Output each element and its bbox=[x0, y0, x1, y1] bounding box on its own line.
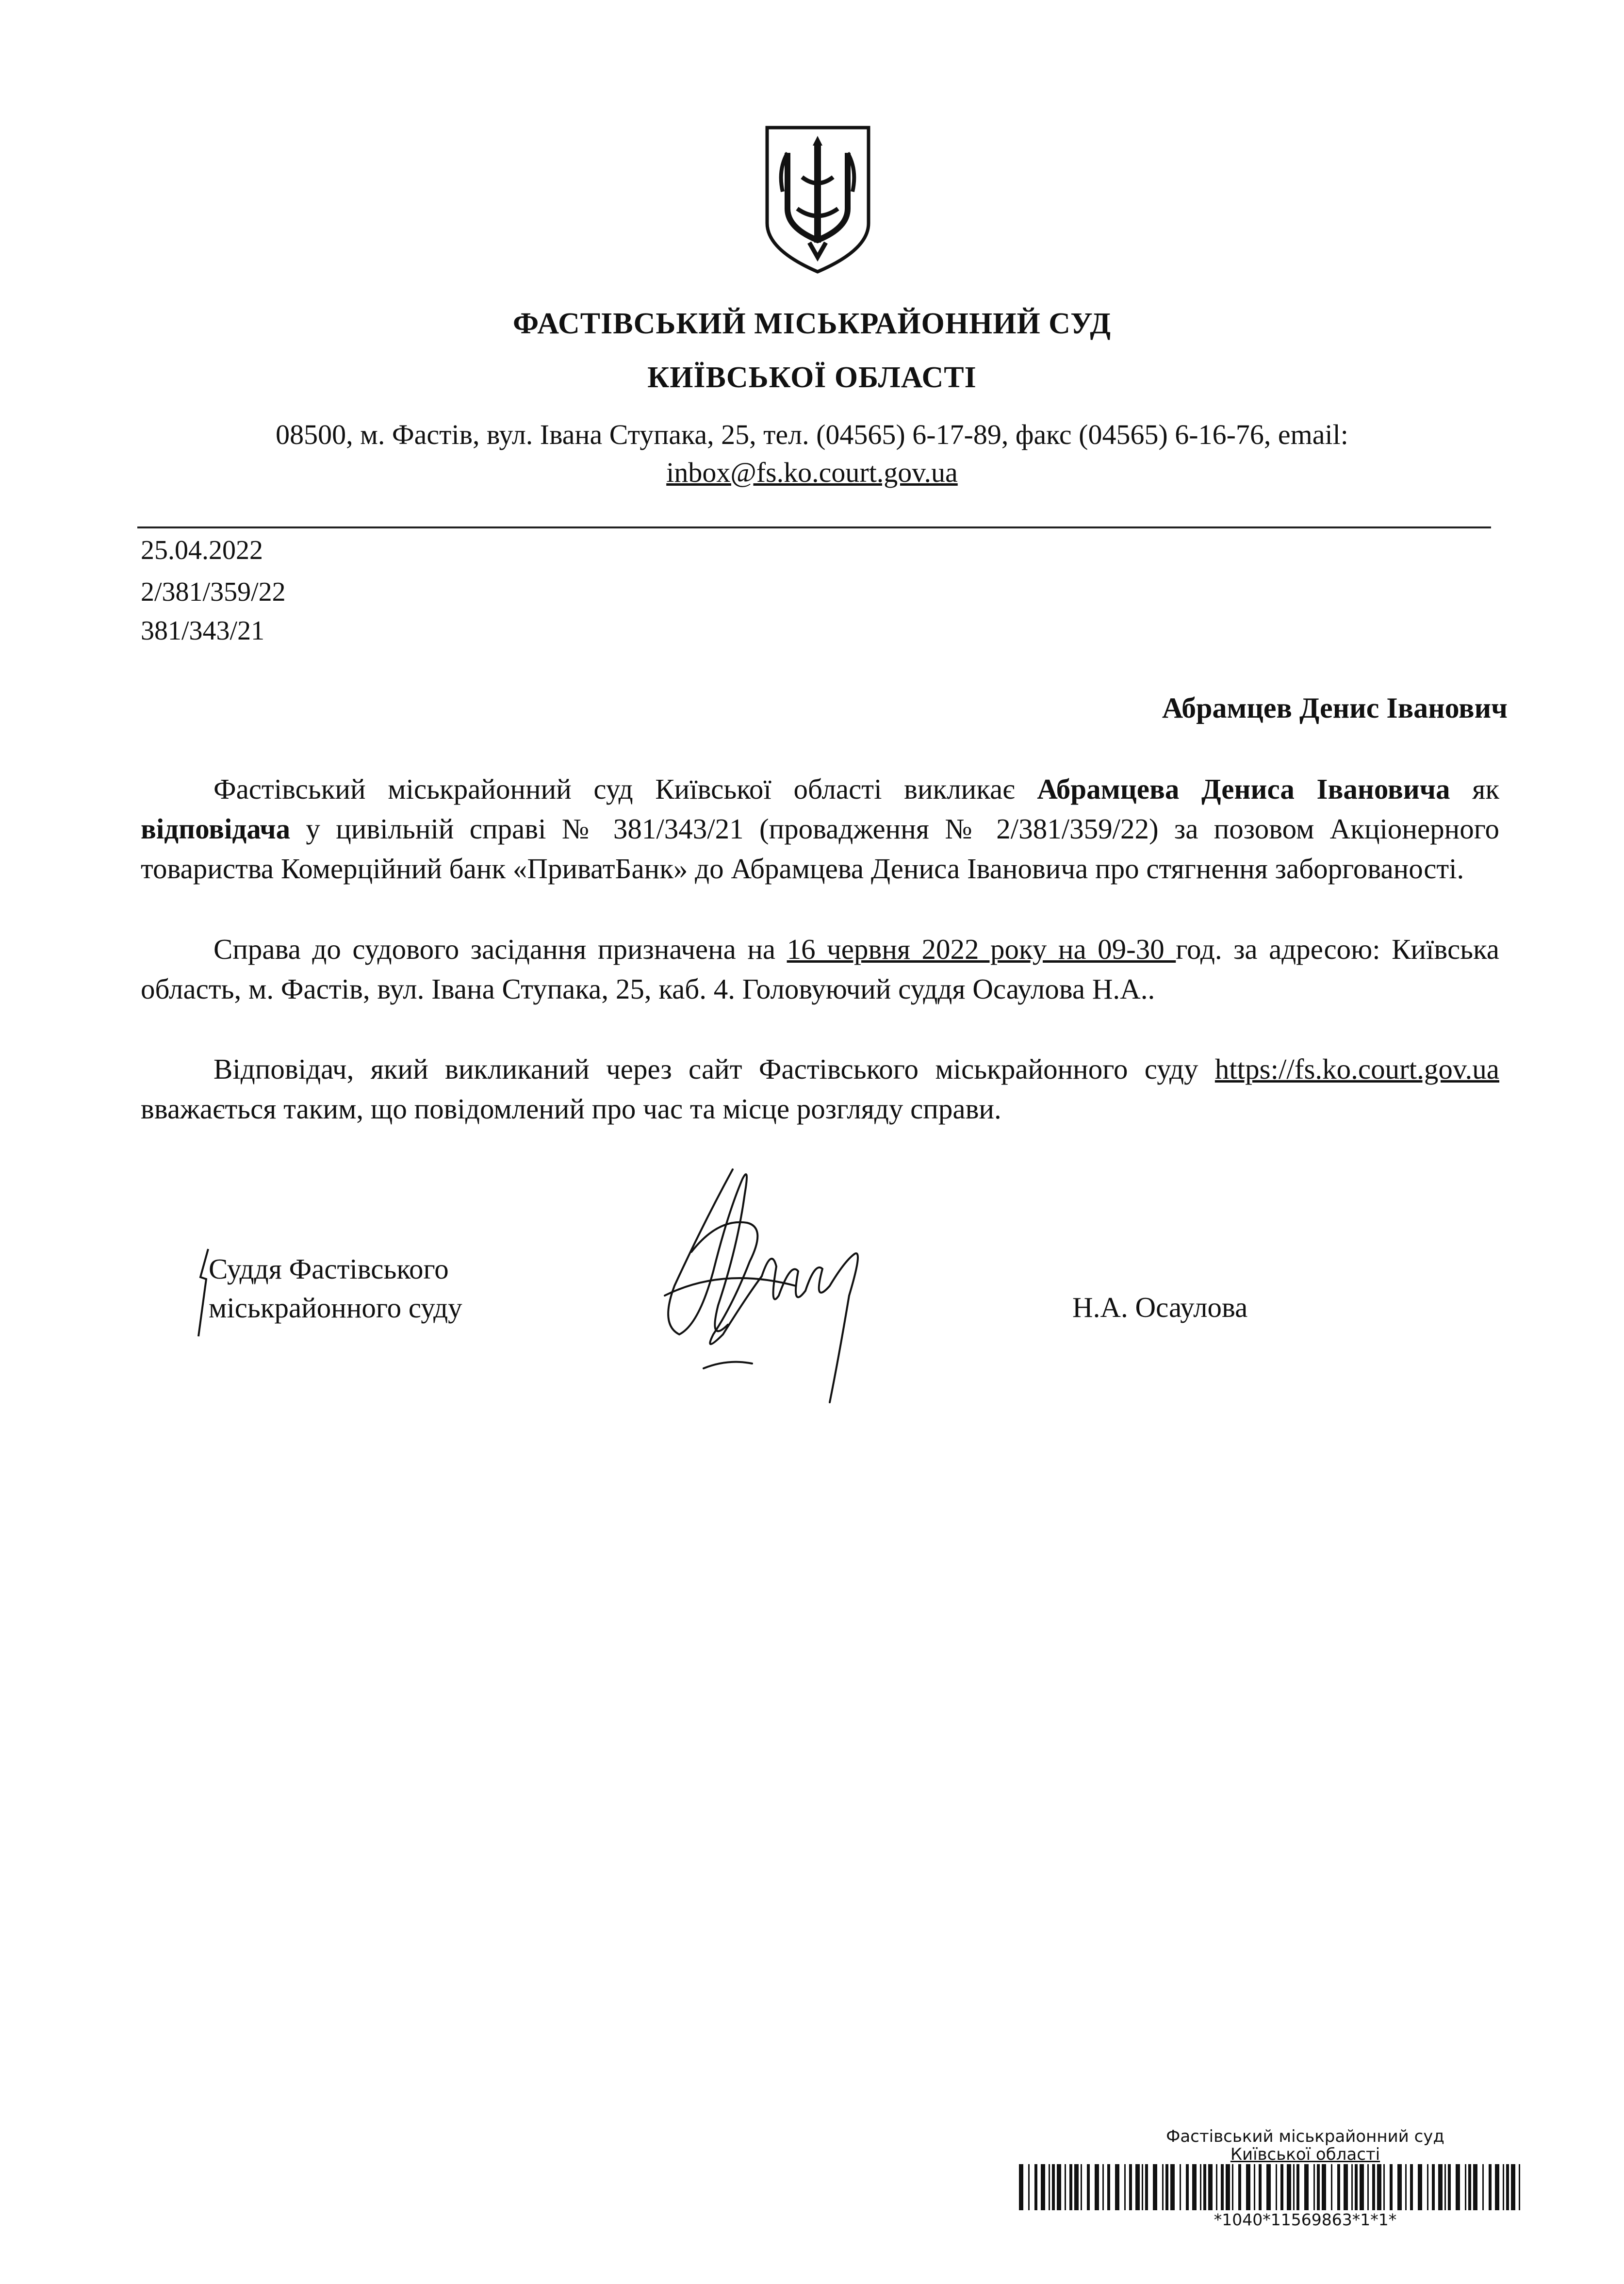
case-number: 381/343/21 bbox=[141, 616, 265, 646]
defendant-name: Абрамцева Дениса Івановича bbox=[1037, 773, 1450, 805]
judge-position bbox=[209, 1249, 462, 1327]
summons-paragraph bbox=[141, 769, 1499, 888]
judge-position-line2: міськрайонного суду bbox=[209, 1292, 462, 1324]
header-divider bbox=[137, 526, 1491, 528]
p3-start: Відповідач, який викликаний через сайт Фастівського міськрайонного суду bbox=[213, 1053, 1215, 1085]
p2-rest: год. за адресою: Київська область, м. Фастів, вул. Івана Ступака, 25, каб. 4. Головуючий суддя Осаулова Н.А.. bbox=[141, 933, 1499, 1005]
notice-paragraph bbox=[141, 1049, 1499, 1129]
p1-rest: у цивільній справі № 381/343/21 (провадження № 2/381/359/22) за позовом Акціонерного товариства Комерційний банк «ПриватБанк» до Абрамцева Дениса Івановича про стягнення заборгованості. bbox=[141, 813, 1499, 885]
barcode-icon bbox=[1019, 2164, 1524, 2210]
addressee-name: Абрамцев Денис Іванович bbox=[1162, 692, 1508, 724]
proceeding-number: 2/381/359/22 bbox=[141, 577, 286, 607]
court-region: КИЇВСЬКОЇ ОБЛАСТІ bbox=[647, 361, 977, 394]
p1-intro: Фастівський міськрайонний суд Київської області викликає bbox=[213, 773, 1037, 805]
p1-as: як bbox=[1450, 773, 1499, 805]
hearing-datetime: 16 червня 2022 року на 09-30 bbox=[787, 933, 1176, 965]
coat-of-arms-icon bbox=[763, 124, 872, 275]
p2-start: Справа до судового засідання призначена на bbox=[213, 933, 787, 965]
signature-bracket bbox=[197, 1248, 209, 1338]
barcode-number: *1040*11569863*1*1* bbox=[1214, 2210, 1397, 2229]
letter-date: 25.04.2022 bbox=[141, 535, 263, 565]
court-name: ФАСТІВСЬКИЙ МІСЬКРАЙОННИЙ СУД bbox=[512, 307, 1112, 340]
court-website-link[interactable]: https://fs.ko.court.gov.ua bbox=[1214, 1053, 1499, 1085]
court-email-line bbox=[0, 456, 1624, 489]
judge-position-line1: Суддя Фастівського bbox=[209, 1253, 449, 1285]
defendant-role: відповідача bbox=[141, 813, 291, 845]
judge-name: Н.А. Осаулова bbox=[1072, 1291, 1248, 1323]
stamp-region: Київської області bbox=[1230, 2145, 1380, 2164]
court-email-link[interactable]: inbox@fs.ko.court.gov.ua bbox=[666, 457, 958, 488]
stamp-region-line bbox=[1092, 2145, 1519, 2164]
hearing-paragraph bbox=[141, 929, 1499, 1009]
court-address: 08500, м. Фастів, вул. Івана Ступака, 25, тел. (04565) 6-17-89, факс (04565) 6-16-76, email: bbox=[276, 419, 1348, 450]
handwritten-signature bbox=[645, 1150, 873, 1422]
stamp-court-name: Фастівський міськрайонний суд bbox=[1166, 2127, 1444, 2146]
p3-rest: вважається таким, що повідомлений про час та місце розгляду справи. bbox=[141, 1093, 1001, 1125]
